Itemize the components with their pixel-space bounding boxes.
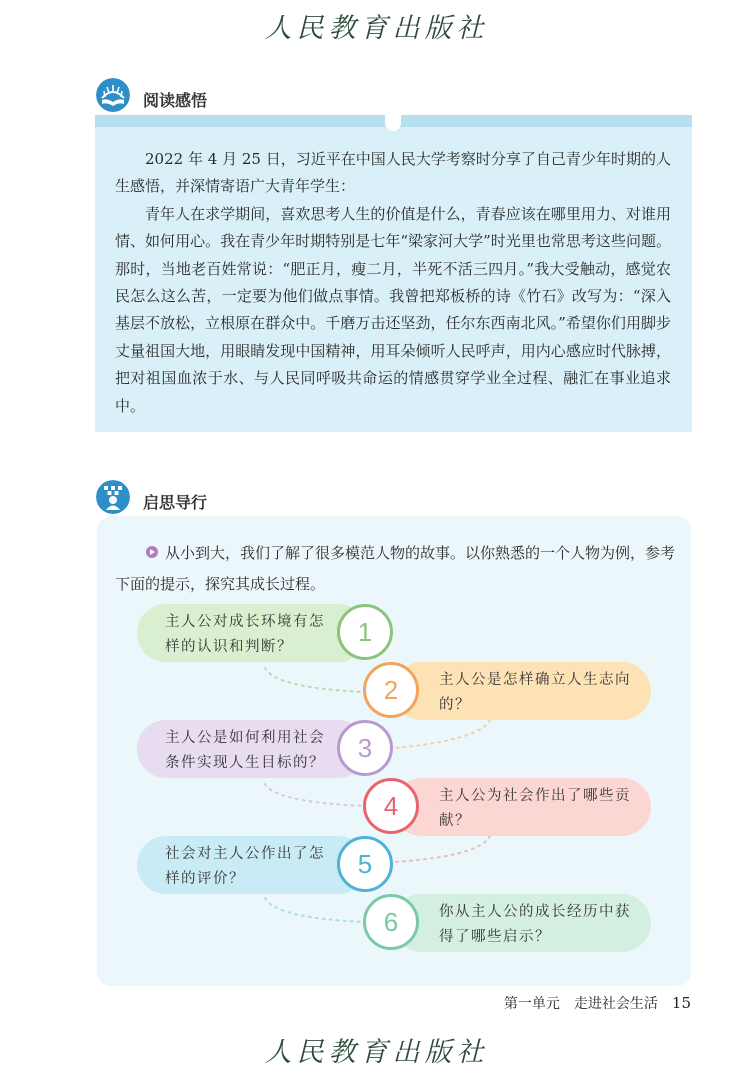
step-6-number: 6	[363, 894, 419, 950]
reading-paragraph: 青年人在求学期间，喜欢思考人生的价值是什么，青春应该在哪里用力、对谁用情、如何用心。我在青少年时期特别是七年“梁家河大学”时光里也常思考这些问题。那时，当地老百姓常说：“肥正月，瘦二月，半死不活三四月。”我大受触动，感觉农民怎么这么苦，一定要为他们做点事情。我曾把郑板桥的诗《竹石》改写为：“深入基层不放松，立根原在群众中。千磨万击还坚劲，任尔东西南北风。”希望你们用脚步丈量祖国大地，用眼睛发现中国精神，用耳朵倾听人民呼声，用内心感应时代脉搏，把对祖国血浓于水、与人民同呼吸共命运的情感贯穿学业全过程、融汇在事业追求中。	[115, 204, 671, 415]
step-3-text: 主人公是如何利用社会条件实现人生目标的？	[165, 730, 325, 771]
page-footer	[504, 993, 691, 1013]
publisher-logo-top: 人民教育出版社	[264, 13, 489, 44]
reading-paragraph: 2022 年 4 月 25 日，习近平在中国人民大学考察时分享了自己青少年时期的人生感悟，并深情寄语广大青年学生：	[115, 150, 671, 196]
step-6-text: 你从主人公的成长经历中获得了哪些启示？	[439, 904, 631, 945]
unit-title: 第一单元 走进社会生活	[503, 996, 658, 1012]
step-1-number: 1	[337, 604, 393, 660]
step-3-pill	[137, 720, 367, 778]
step-3-number: 3	[337, 720, 393, 776]
publisher-logo-bottom: 人民教育出版社	[264, 1037, 489, 1068]
page-number: 15	[671, 994, 691, 1012]
step-4-number: 4	[363, 778, 419, 834]
step-2-number: 2	[363, 662, 419, 718]
step-5-number: 5	[337, 836, 393, 892]
step-2-pill	[393, 662, 651, 720]
step-6-pill	[393, 894, 651, 952]
guide-section-title: 启思导行	[143, 493, 208, 512]
reading-section-title: 阅读感悟	[143, 91, 208, 110]
step-4-text: 主人公为社会作出了哪些贡献？	[439, 788, 631, 829]
guide-intro-text: 从小到大，我们了解了很多模范人物的故事。以你熟悉的一个人物为例，参考下面的提示，探究其成长过程。	[115, 544, 676, 593]
step-5-text: 社会对主人公作出了怎样的评价？	[165, 846, 325, 887]
step-4-pill	[393, 778, 651, 836]
step-2-text: 主人公是怎样确立人生志向的？	[439, 672, 631, 713]
step-1-text: 主人公对成长环境有怎样的认识和判断？	[165, 614, 325, 655]
step-1-pill	[137, 604, 367, 662]
step-5-pill	[137, 836, 367, 894]
